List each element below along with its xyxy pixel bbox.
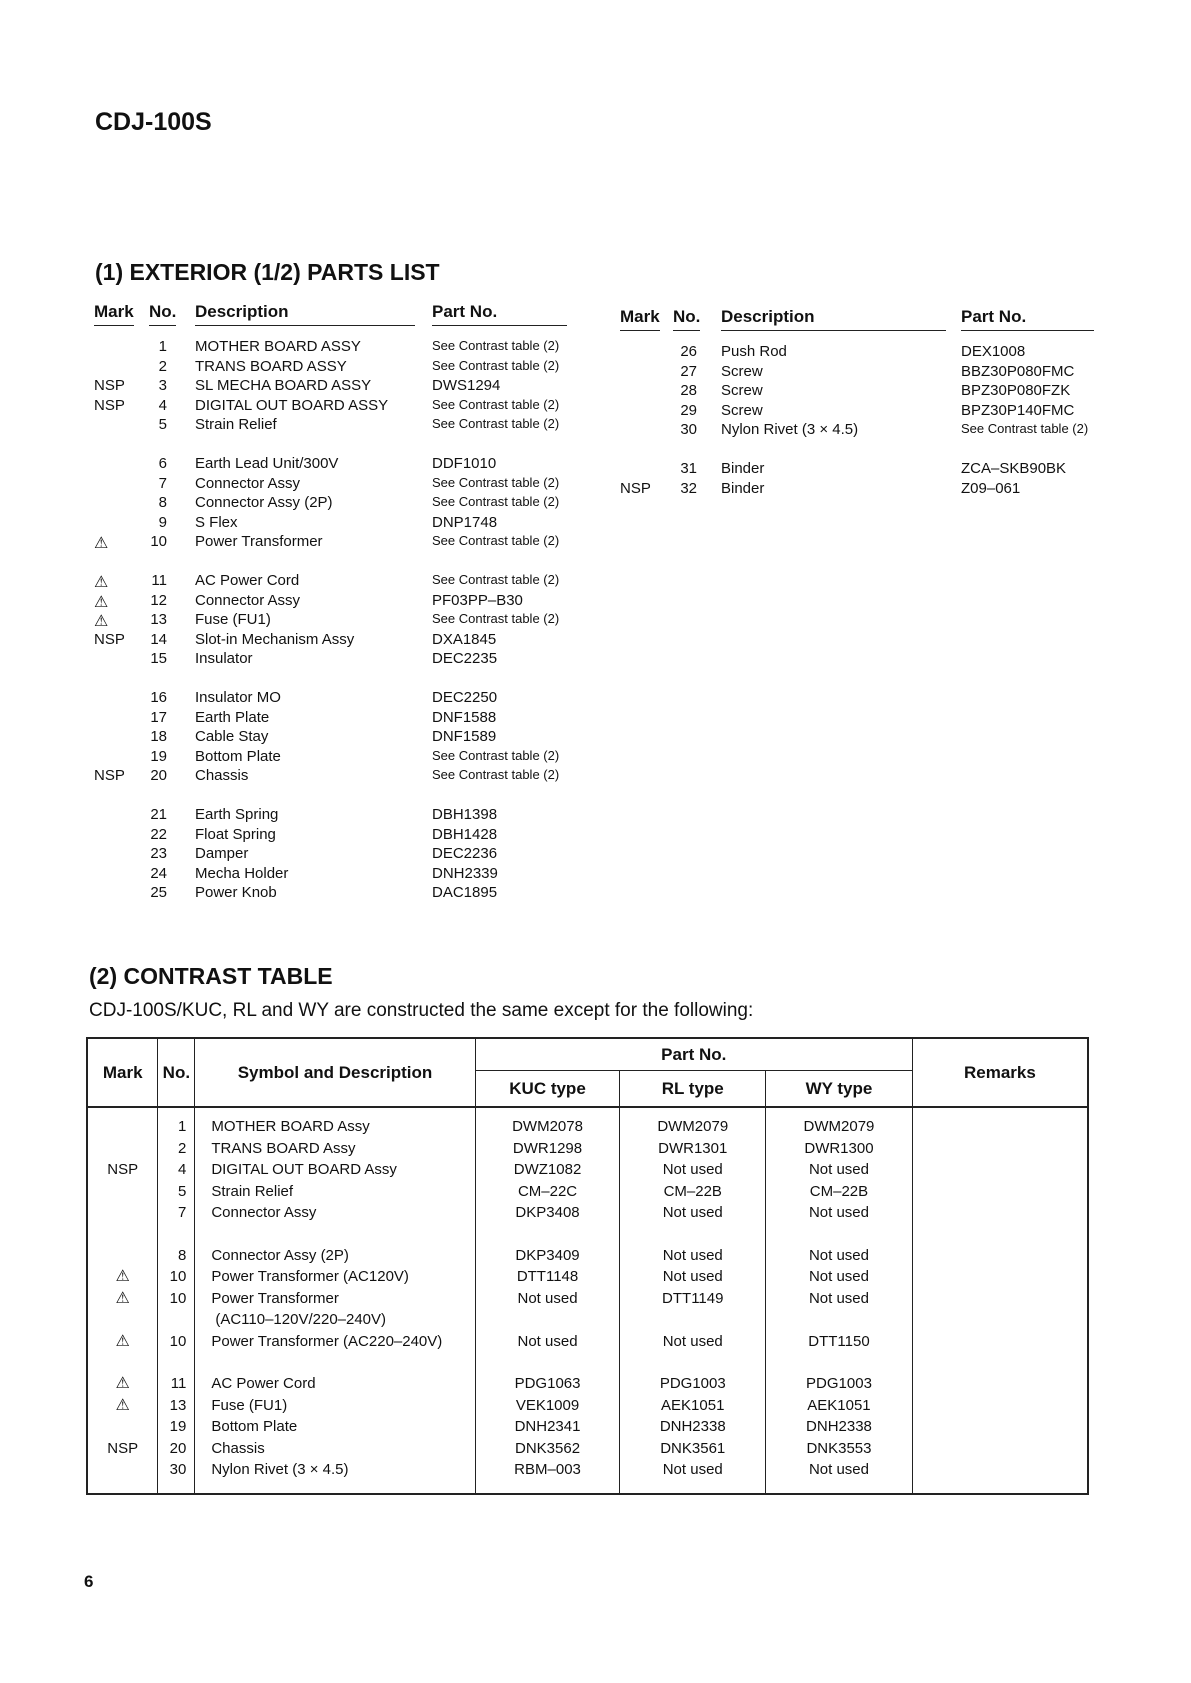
row-wy-part: DTT1150 — [766, 1331, 913, 1353]
row-description: Power Transformer — [195, 533, 323, 550]
row-description: Insulator MO — [195, 689, 281, 706]
row-description: Power Knob — [195, 884, 277, 901]
parts-row — [94, 533, 574, 552]
parts-row — [620, 402, 1100, 421]
warning-icon: ⚠ — [94, 593, 109, 611]
parts-row — [94, 358, 574, 377]
row-rl-part: AEK1051 — [620, 1395, 766, 1417]
row-no: 19 — [158, 1416, 195, 1438]
contrast-row — [87, 1159, 1088, 1181]
row-part-no: See Contrast table (2) — [961, 421, 1089, 436]
row-kuc-part: DWR1298 — [475, 1138, 620, 1160]
row-mark — [87, 1459, 158, 1494]
row-no: 26 — [680, 343, 697, 360]
row-no: 24 — [150, 864, 167, 882]
warning-icon: ⚠ — [94, 613, 109, 630]
row-no: 11 — [151, 572, 167, 589]
row-description: Nylon Rivet (3 × 4.5) — [721, 421, 859, 438]
warning-icon: ⚠ — [94, 574, 109, 591]
warning-icon: ⚠ — [87, 1266, 158, 1288]
parts-row — [94, 728, 574, 747]
row-kuc-part: DNK3562 — [475, 1438, 620, 1460]
parts-row — [94, 377, 574, 396]
row-no: 27 — [680, 362, 697, 380]
row-mark: NSP — [94, 396, 125, 414]
ct-header-description: Symbol and Description — [195, 1038, 475, 1107]
row-part-no: See Contrast table (2) — [432, 767, 560, 782]
parts-row — [94, 709, 574, 728]
row-part-no: See Contrast table (2) — [432, 357, 560, 373]
parts-row — [94, 416, 574, 435]
row-rl-part: DNH2338 — [620, 1416, 766, 1438]
row-no: 20 — [158, 1438, 195, 1460]
row-no: 25 — [150, 884, 167, 901]
header-no: No. — [149, 302, 176, 326]
row-description: Connector Assy — [195, 591, 301, 609]
row-description: Strain Relief — [195, 416, 277, 433]
row-part-no: See Contrast table (2) — [432, 338, 560, 353]
row-rl-part: DTT1149 — [620, 1288, 766, 1331]
row-mark: NSP — [94, 377, 125, 394]
row-part-no: PF03PP–B30 — [432, 591, 523, 609]
row-description-line: (AC110–120V/220–240V) — [215, 1311, 387, 1328]
parts-row — [620, 363, 1100, 382]
row-kuc-part: DKP3409 — [475, 1224, 620, 1267]
row-wy-part: DNH2338 — [766, 1416, 913, 1438]
row-description: MOTHER BOARD Assy — [195, 1107, 475, 1138]
row-description: Screw — [721, 362, 763, 380]
contrast-row — [87, 1395, 1088, 1417]
contrast-row — [87, 1459, 1088, 1494]
row-description: Connector Assy — [195, 1202, 475, 1224]
row-remarks — [912, 1224, 1088, 1267]
row-mark: NSP — [94, 630, 125, 648]
row-description: Bottom Plate — [195, 747, 281, 765]
row-no: 32 — [680, 479, 697, 497]
row-wy-part: Not used — [766, 1202, 913, 1224]
parts-row — [94, 455, 574, 474]
row-no: 16 — [150, 689, 167, 706]
row-description: Screw — [721, 382, 763, 399]
row-wy-part: DWM2079 — [766, 1107, 913, 1138]
row-no: 12 — [150, 591, 167, 609]
row-no: 7 — [158, 474, 167, 492]
row-kuc-part: PDG1063 — [475, 1352, 620, 1395]
row-no: 2 — [158, 357, 167, 375]
row-part-no: See Contrast table (2) — [432, 494, 560, 509]
row-no: 14 — [150, 630, 167, 648]
row-remarks — [912, 1288, 1088, 1331]
row-no: 9 — [158, 513, 167, 531]
row-description: Connector Assy (2P) — [195, 1224, 475, 1267]
contrast-table-subtitle: CDJ-100S/KUC, RL and WY are constructed the same except for the following: — [89, 1000, 754, 1021]
row-part-no: DXA1845 — [432, 630, 497, 648]
row-no: 31 — [680, 460, 697, 477]
page-number: 6 — [84, 1572, 94, 1591]
row-description: Fuse (FU1) — [195, 611, 271, 628]
warning-icon: ⚠ — [87, 1331, 158, 1353]
parts-row — [94, 592, 574, 611]
parts-row — [94, 338, 574, 357]
row-no: 4 — [158, 1159, 195, 1181]
row-rl-part: Not used — [620, 1266, 766, 1288]
header-part-no: Part No. — [961, 307, 1094, 331]
row-mark — [87, 1416, 158, 1438]
row-rl-part: DWR1301 — [620, 1138, 766, 1160]
row-mark — [87, 1138, 158, 1160]
row-kuc-part: RBM–003 — [475, 1459, 620, 1494]
parts-row — [94, 397, 574, 416]
row-description: Slot-in Mechanism Assy — [195, 630, 355, 648]
parts-row — [620, 480, 1100, 499]
ct-header-wy: WY type — [766, 1071, 913, 1108]
contrast-row — [87, 1224, 1088, 1267]
contrast-table-title: (2) CONTRAST TABLE — [89, 963, 333, 989]
row-no: 19 — [150, 747, 167, 765]
row-description: Earth Spring — [195, 806, 279, 823]
row-part-no: DEC2236 — [432, 845, 498, 862]
warning-icon: ⚠ — [87, 1352, 158, 1395]
parts-row — [94, 865, 574, 884]
row-no: 10 — [158, 1288, 195, 1331]
row-kuc-part: DNH2341 — [475, 1416, 620, 1438]
row-description: Connector Assy — [195, 474, 301, 492]
row-mark — [87, 1202, 158, 1224]
row-description: Earth Lead Unit/300V — [195, 455, 339, 472]
row-no: 13 — [150, 611, 167, 628]
row-remarks — [912, 1202, 1088, 1224]
row-remarks — [912, 1352, 1088, 1395]
contrast-row — [87, 1181, 1088, 1203]
row-part-no: See Contrast table (2) — [432, 611, 560, 626]
contrast-row — [87, 1138, 1088, 1160]
warning-icon: ⚠ — [94, 535, 109, 552]
row-part-no: BPZ30P080FZK — [961, 382, 1071, 399]
row-mark: NSP — [87, 1159, 158, 1181]
row-mark: NSP — [87, 1438, 158, 1460]
row-part-no: DEC2250 — [432, 689, 498, 706]
row-part-no: DWS1294 — [432, 377, 501, 394]
row-description: SL MECHA BOARD ASSY — [195, 377, 372, 394]
row-part-no: ZCA–SKB90BK — [961, 460, 1067, 477]
row-remarks — [912, 1331, 1088, 1353]
row-description: AC Power Cord — [195, 1352, 475, 1395]
row-no: 4 — [158, 396, 167, 414]
parts-row — [94, 514, 574, 533]
parts-row — [94, 884, 574, 903]
row-description: TRANS BOARD Assy — [195, 1138, 475, 1160]
row-description: Chassis — [195, 767, 249, 784]
header-part-no: Part No. — [432, 302, 567, 326]
parts-row — [94, 494, 574, 513]
contrast-row — [87, 1438, 1088, 1460]
parts-row — [94, 572, 574, 591]
row-mark: NSP — [620, 479, 651, 497]
row-description: Fuse (FU1) — [195, 1395, 475, 1417]
row-description: Connector Assy (2P) — [195, 494, 333, 511]
row-rl-part: Not used — [620, 1159, 766, 1181]
parts-row — [94, 748, 574, 767]
row-remarks — [912, 1438, 1088, 1460]
row-part-no: DNP1748 — [432, 513, 498, 531]
row-part-no: See Contrast table (2) — [432, 416, 560, 431]
exterior-parts-list-title: (1) EXTERIOR (1/2) PARTS LIST — [95, 259, 440, 285]
row-description: Screw — [721, 401, 763, 419]
row-part-no: DBH1428 — [432, 825, 498, 843]
row-part-no: BBZ30P080FMC — [961, 362, 1075, 380]
row-kuc-part: Not used — [475, 1331, 620, 1353]
row-description: MOTHER BOARD ASSY — [195, 338, 361, 355]
row-rl-part: CM–22B — [620, 1181, 766, 1203]
row-part-no: See Contrast table (2) — [432, 572, 560, 587]
row-kuc-part: DWZ1082 — [475, 1159, 620, 1181]
parts-row — [620, 460, 1100, 479]
row-kuc-part: VEK1009 — [475, 1395, 620, 1417]
ct-header-part-no: Part No. — [475, 1038, 912, 1071]
contrast-row — [87, 1331, 1088, 1353]
row-remarks — [912, 1138, 1088, 1160]
parts-row — [620, 343, 1100, 362]
ct-header-kuc: KUC type — [475, 1071, 620, 1108]
model-title: CDJ-100S — [95, 108, 212, 136]
row-description: Binder — [721, 479, 765, 497]
parts-row — [94, 806, 574, 825]
row-part-no: See Contrast table (2) — [432, 747, 560, 763]
contrast-row — [87, 1288, 1088, 1331]
parts-row — [94, 611, 574, 630]
row-description: Cable Stay — [195, 728, 269, 745]
contrast-row — [87, 1416, 1088, 1438]
row-description: Float Spring — [195, 825, 276, 843]
row-description: S Flex — [195, 513, 238, 531]
contrast-row — [87, 1107, 1088, 1138]
row-description: Bottom Plate — [195, 1416, 475, 1438]
row-no: 18 — [150, 728, 167, 745]
row-description: Power Transformer (AC120V) — [195, 1266, 475, 1288]
row-part-no: See Contrast table (2) — [432, 474, 560, 490]
ct-header-rl: RL type — [620, 1071, 766, 1108]
ct-header-no: No. — [158, 1038, 195, 1107]
row-rl-part: Not used — [620, 1202, 766, 1224]
row-description: DIGITAL OUT BOARD Assy — [195, 1159, 475, 1181]
parts-row — [94, 650, 574, 669]
row-no: 23 — [150, 845, 167, 862]
row-description: DIGITAL OUT BOARD ASSY — [195, 396, 389, 414]
parts-row — [94, 767, 574, 786]
row-description: Mecha Holder — [195, 864, 289, 882]
contrast-row — [87, 1202, 1088, 1224]
row-remarks — [912, 1395, 1088, 1417]
row-description: Power Transformer (AC220–240V) — [195, 1331, 475, 1353]
row-part-no: DBH1398 — [432, 806, 498, 823]
row-wy-part: Not used — [766, 1266, 913, 1288]
row-wy-part: CM–22B — [766, 1181, 913, 1203]
row-kuc-part: CM–22C — [475, 1181, 620, 1203]
row-description: Binder — [721, 460, 765, 477]
ct-header-mark: Mark — [87, 1038, 158, 1107]
row-description: AC Power Cord — [195, 572, 300, 589]
row-no: 7 — [158, 1202, 195, 1224]
row-remarks — [912, 1107, 1088, 1138]
parts-row — [94, 689, 574, 708]
row-remarks — [912, 1266, 1088, 1288]
row-no: 20 — [150, 767, 167, 784]
contrast-table-body — [87, 1107, 1088, 1494]
row-description: Strain Relief — [195, 1181, 475, 1203]
row-description — [195, 1288, 475, 1331]
row-description: Push Rod — [721, 343, 787, 360]
row-rl-part: Not used — [620, 1331, 766, 1353]
row-wy-part: Not used — [766, 1288, 913, 1331]
row-wy-part: PDG1003 — [766, 1352, 913, 1395]
row-no: 1 — [158, 338, 167, 355]
row-no: 8 — [158, 1224, 195, 1267]
row-no: 29 — [680, 401, 697, 419]
row-remarks — [912, 1459, 1088, 1494]
row-description: Insulator — [195, 650, 253, 667]
row-no: 30 — [158, 1459, 195, 1494]
row-rl-part: Not used — [620, 1459, 766, 1494]
row-mark — [87, 1224, 158, 1267]
row-wy-part: AEK1051 — [766, 1395, 913, 1417]
contrast-row — [87, 1352, 1088, 1395]
row-part-no: DEX1008 — [961, 343, 1026, 360]
row-part-no: DAC1895 — [432, 884, 498, 901]
row-wy-part: Not used — [766, 1159, 913, 1181]
parts-row — [94, 826, 574, 845]
row-rl-part: DWM2079 — [620, 1107, 766, 1138]
parts-row — [620, 421, 1100, 440]
row-mark — [87, 1107, 158, 1138]
row-no: 28 — [680, 382, 697, 399]
row-description-line: Power Transformer — [211, 1289, 339, 1307]
row-no: 6 — [158, 455, 167, 472]
parts-row — [94, 475, 574, 494]
parts-list-left — [94, 302, 574, 922]
row-no: 3 — [158, 377, 167, 394]
parts-list-right — [620, 307, 1100, 527]
row-part-no: DNF1589 — [432, 728, 497, 745]
row-kuc-part: Not used — [475, 1288, 620, 1331]
row-remarks — [912, 1416, 1088, 1438]
ct-header-remarks: Remarks — [912, 1038, 1088, 1107]
row-part-no: DDF1010 — [432, 455, 497, 472]
header-no: No. — [673, 307, 700, 331]
row-description: TRANS BOARD ASSY — [195, 357, 347, 375]
warning-icon: ⚠ — [87, 1395, 158, 1417]
row-kuc-part: DTT1148 — [475, 1266, 620, 1288]
row-rl-part: PDG1003 — [620, 1352, 766, 1395]
row-no: 22 — [150, 825, 167, 843]
header-description: Description — [195, 302, 415, 326]
row-no: 10 — [158, 1331, 195, 1353]
row-description: Nylon Rivet (3 × 4.5) — [195, 1459, 475, 1494]
row-wy-part: Not used — [766, 1224, 913, 1267]
parts-row — [620, 382, 1100, 401]
row-wy-part: Not used — [766, 1459, 913, 1494]
row-kuc-part: DWM2078 — [475, 1107, 620, 1138]
row-no: 17 — [150, 708, 167, 726]
row-rl-part: Not used — [620, 1224, 766, 1267]
row-no: 1 — [158, 1107, 195, 1138]
row-no: 13 — [158, 1395, 195, 1417]
row-no: 15 — [150, 650, 167, 667]
row-no: 21 — [150, 806, 167, 823]
header-description: Description — [721, 307, 946, 331]
row-kuc-part: DKP3408 — [475, 1202, 620, 1224]
row-part-no: DNH2339 — [432, 864, 498, 882]
row-remarks — [912, 1159, 1088, 1181]
row-part-no: DEC2235 — [432, 650, 498, 667]
warning-icon: ⚠ — [87, 1288, 158, 1331]
row-no: 10 — [150, 533, 167, 550]
row-no: 8 — [158, 494, 167, 511]
contrast-row — [87, 1266, 1088, 1288]
row-mark: NSP — [94, 767, 125, 784]
parts-row — [94, 631, 574, 650]
contrast-table — [86, 1037, 1089, 1495]
parts-row — [94, 845, 574, 864]
row-remarks — [912, 1181, 1088, 1203]
row-no: 30 — [680, 421, 697, 438]
row-part-no: See Contrast table (2) — [432, 396, 560, 412]
row-no: 10 — [158, 1266, 195, 1288]
row-no: 5 — [158, 1181, 195, 1203]
row-part-no: Z09–061 — [961, 479, 1021, 497]
header-mark: Mark — [94, 302, 134, 326]
row-no: 2 — [158, 1138, 195, 1160]
row-no: 5 — [158, 416, 167, 433]
row-no: 11 — [158, 1352, 195, 1395]
row-rl-part: DNK3561 — [620, 1438, 766, 1460]
row-description: Damper — [195, 845, 249, 862]
row-part-no: DNF1588 — [432, 708, 497, 726]
header-mark: Mark — [620, 307, 660, 331]
row-part-no: See Contrast table (2) — [432, 533, 560, 548]
row-wy-part: DNK3553 — [766, 1438, 913, 1460]
row-mark — [87, 1181, 158, 1203]
row-part-no: BPZ30P140FMC — [961, 401, 1075, 419]
row-description: Earth Plate — [195, 708, 270, 726]
row-wy-part: DWR1300 — [766, 1138, 913, 1160]
row-description: Chassis — [195, 1438, 475, 1460]
